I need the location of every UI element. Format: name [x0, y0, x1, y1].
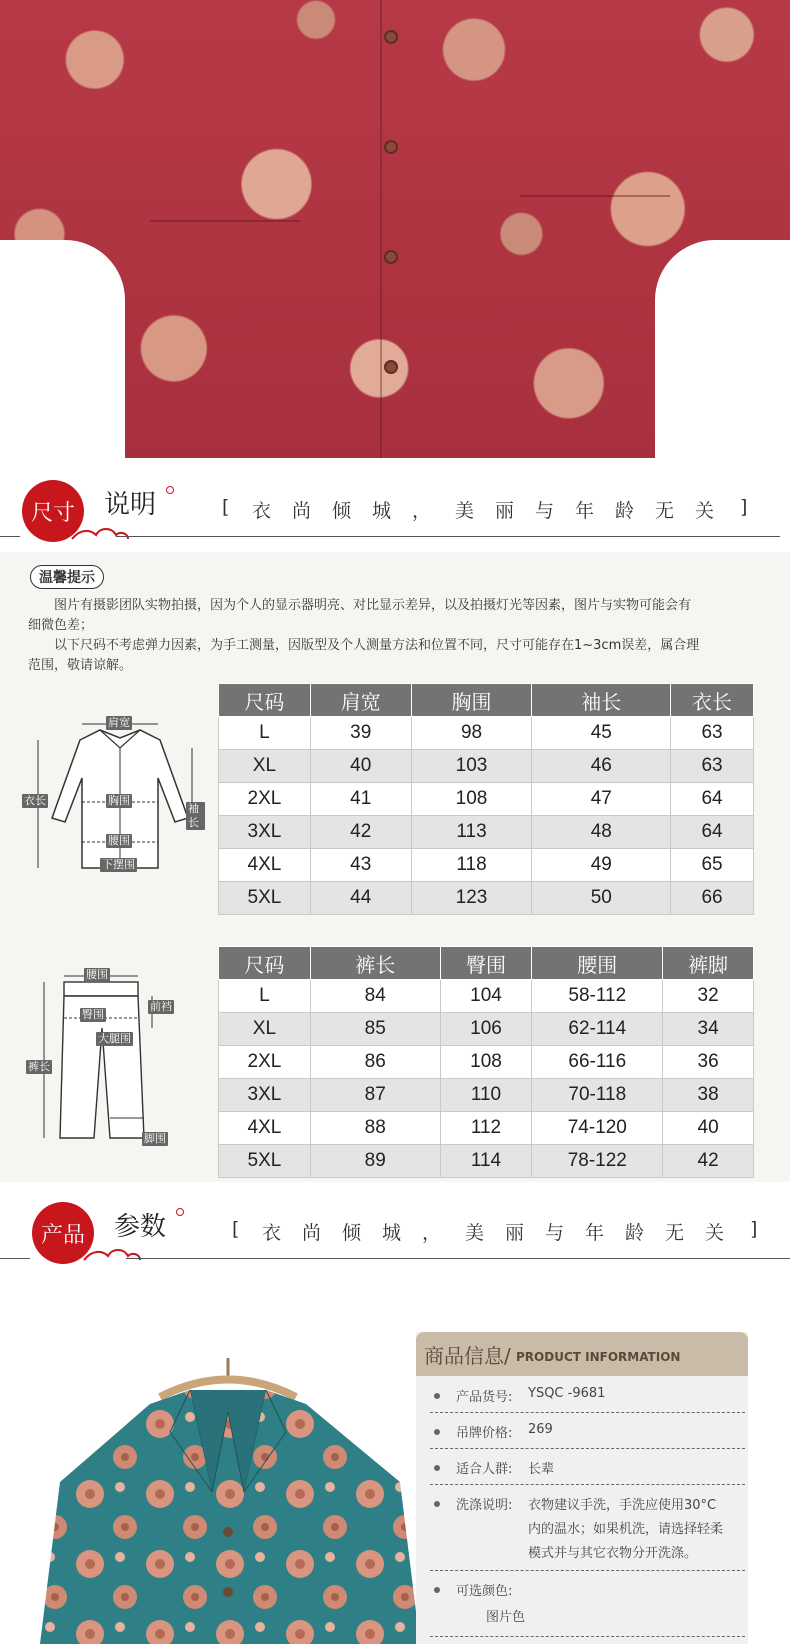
table-cell: 38 — [663, 1079, 754, 1112]
slogan-char: 与 — [535, 500, 555, 522]
table-row — [219, 1145, 754, 1178]
table-row — [219, 1112, 754, 1145]
slogan-char: ， — [422, 1222, 442, 1244]
label-shoulder: 肩宽 — [108, 716, 130, 729]
jacket-measure-diagram — [20, 708, 205, 878]
dashed-divider — [430, 1636, 745, 1637]
table-row — [219, 882, 754, 915]
table-cell: 84 — [310, 980, 440, 1013]
size-badge: 尺寸 — [22, 480, 84, 542]
jacket-button — [384, 360, 398, 374]
table-cell: 47 — [532, 783, 671, 816]
table-cell: 3XL — [219, 816, 311, 849]
divider-line — [0, 1258, 30, 1259]
table-cell: 108 — [411, 783, 532, 816]
table-cell: XL — [219, 750, 311, 783]
table-cell: 2XL — [219, 783, 311, 816]
bullet-icon — [434, 1587, 440, 1593]
slogan-char: 尚 — [302, 1222, 322, 1244]
table-cell: 64 — [671, 816, 754, 849]
table-cell: 118 — [411, 849, 532, 882]
photo-background-right — [655, 240, 790, 458]
jacket-placket — [380, 0, 382, 458]
table-cell: 63 — [671, 717, 754, 750]
table-cell: 36 — [663, 1046, 754, 1079]
table-cell: 34 — [663, 1013, 754, 1046]
notice-paragraph-1 — [28, 596, 758, 616]
teal-jacket-image — [0, 1262, 420, 1644]
table-cell: 50 — [532, 882, 671, 915]
degree-ornament-icon — [176, 1208, 184, 1216]
table-cell: 49 — [532, 849, 671, 882]
dashed-divider — [430, 1570, 745, 1571]
table-cell: 66 — [671, 882, 754, 915]
table-cell: 4XL — [219, 849, 311, 882]
info-row-audience — [416, 1458, 748, 1478]
label-length: 衣长 — [24, 794, 46, 807]
table-header-cell: 胸围 — [411, 684, 532, 717]
slogan-char: 年 — [585, 1222, 605, 1244]
info-value: 长辈 — [528, 1462, 555, 1477]
table-header-cell: 裤脚 — [663, 947, 754, 980]
slogan-char: 丽 — [505, 1222, 525, 1244]
label-waist: 腰围 — [108, 834, 130, 847]
table-cell: 39 — [310, 717, 411, 750]
table-header-cell: 腰围 — [532, 947, 663, 980]
table-cell: 74-120 — [532, 1112, 663, 1145]
slogan-char: 年 — [575, 500, 595, 522]
bullet-icon — [434, 1465, 440, 1471]
info-value-line: 衣物建议手洗，手洗应使用30°C — [528, 1498, 717, 1513]
slogan-char: 倾 — [342, 1222, 362, 1244]
table-row — [219, 1013, 754, 1046]
slogan-char: 城 — [382, 1222, 402, 1244]
info-value: YSQC -9681 — [528, 1386, 606, 1401]
label-cuff: 脚围 — [144, 1132, 166, 1145]
info-row-sku — [416, 1386, 748, 1406]
table-cell: L — [219, 980, 311, 1013]
slogan-char: 衣 — [252, 500, 272, 522]
product-photo-teal — [0, 1262, 420, 1644]
table-cell: 103 — [411, 750, 532, 783]
table-header-cell: 衣长 — [671, 684, 754, 717]
divider-line — [116, 536, 780, 537]
table-row — [219, 816, 754, 849]
table-cell: 44 — [310, 882, 411, 915]
info-label: 产品货号: — [456, 1390, 513, 1405]
table-header-row — [219, 684, 754, 717]
slogan-char: 龄 — [615, 500, 635, 522]
cloud-ornament-icon — [70, 525, 130, 543]
table-cell: 86 — [310, 1046, 440, 1079]
table-cell: L — [219, 717, 311, 750]
label-hem: 下摆围 — [102, 858, 135, 871]
info-label: 吊牌价格: — [456, 1426, 513, 1441]
product-info-title: 商品信息/ — [424, 1344, 511, 1368]
info-value: 269 — [528, 1422, 553, 1437]
divider-line — [126, 1258, 790, 1259]
info-value-line: 模式并与其它衣物分开洗涤。 — [528, 1546, 698, 1561]
notice-line: 图片有摄影团队实物拍摄，因为个人的显示器明亮、对比显示差异，以及拍摄灯光等因素，图片与实物可能会有 — [54, 598, 692, 613]
param-section-header — [0, 1192, 790, 1272]
table-cell: 43 — [310, 849, 411, 882]
info-row-wash — [416, 1494, 748, 1564]
table-cell: 62-114 — [532, 1013, 663, 1046]
pants-size-table — [218, 946, 754, 1178]
slogan-char: [ — [222, 496, 230, 518]
info-value-line: 内的温水；如果机洗，请选择轻柔 — [528, 1522, 724, 1537]
photo-background-left — [0, 240, 125, 458]
label-length: 裤长 — [28, 1060, 50, 1073]
table-cell: 45 — [532, 717, 671, 750]
bullet-icon — [434, 1393, 440, 1399]
dashed-divider — [430, 1484, 745, 1485]
table-cell: 5XL — [219, 1145, 311, 1178]
label-hip: 臀围 — [82, 1008, 104, 1021]
slogan-char: 尚 — [292, 500, 312, 522]
jacket-button — [384, 30, 398, 44]
table-header-cell: 尺码 — [219, 684, 311, 717]
jacket-pocket — [520, 195, 670, 197]
table-cell: 64 — [671, 783, 754, 816]
table-cell: 88 — [310, 1112, 440, 1145]
table-cell: 104 — [440, 980, 532, 1013]
slogan-char: ] — [750, 1218, 758, 1240]
table-cell: 89 — [310, 1145, 440, 1178]
jacket-button — [384, 140, 398, 154]
slogan-char: 美 — [455, 500, 475, 522]
dashed-divider — [430, 1448, 745, 1449]
table-row — [219, 717, 754, 750]
size-section-header — [0, 470, 790, 550]
tip-badge: 温馨提示 — [30, 565, 104, 589]
jacket-pocket — [150, 220, 300, 222]
table-cell: 85 — [310, 1013, 440, 1046]
slogan-char: 关 — [695, 500, 715, 522]
notice-line: 以下尺码不考虑弹力因素，为手工测量，因版型及个人测量方法和位置不同，尺寸可能存在1~3cm误差，属合理 — [54, 638, 700, 653]
slogan-char: 无 — [655, 500, 675, 522]
slogan-char: 倾 — [332, 500, 352, 522]
table-cell: 41 — [310, 783, 411, 816]
label-thigh: 大腿围 — [98, 1032, 131, 1045]
label-rise: 前裆 — [150, 1000, 172, 1013]
notice-paragraph-2-cont — [28, 656, 758, 676]
size-section-title: 说明 — [104, 490, 157, 520]
pants-outline-icon — [24, 968, 204, 1148]
bullet-icon — [434, 1429, 440, 1435]
divider-line — [0, 536, 20, 537]
table-header-cell: 尺码 — [219, 947, 311, 980]
table-cell: 87 — [310, 1079, 440, 1112]
slogan-char: ] — [740, 496, 748, 518]
slogan-char: [ — [232, 1218, 240, 1240]
jacket-outline-icon — [20, 708, 205, 878]
degree-ornament-icon — [166, 486, 174, 494]
table-cell: 4XL — [219, 1112, 311, 1145]
table-cell: 65 — [671, 849, 754, 882]
table-header-row — [219, 947, 754, 980]
notice-paragraph-1-cont — [28, 616, 758, 636]
info-label: 适合人群: — [456, 1462, 513, 1477]
slogan-char: 无 — [665, 1222, 685, 1244]
dashed-divider — [430, 1412, 745, 1413]
table-header-cell: 裤长 — [310, 947, 440, 980]
slogan-char: 衣 — [262, 1222, 282, 1244]
table-cell: 3XL — [219, 1079, 311, 1112]
bullet-icon — [434, 1501, 440, 1507]
table-cell: 42 — [663, 1145, 754, 1178]
param-badge: 产品 — [32, 1202, 94, 1264]
table-cell: 108 — [440, 1046, 532, 1079]
info-row-color — [416, 1580, 748, 1630]
table-row — [219, 849, 754, 882]
product-info-header — [416, 1332, 748, 1376]
table-cell: XL — [219, 1013, 311, 1046]
table-cell: 123 — [411, 882, 532, 915]
jacket-button — [384, 250, 398, 264]
jacket-size-table — [218, 683, 754, 915]
table-cell: 40 — [663, 1112, 754, 1145]
notice-paragraph-2 — [28, 636, 758, 656]
notice-line: 细微色差； — [28, 618, 94, 633]
table-cell: 70-118 — [532, 1079, 663, 1112]
table-row — [219, 1079, 754, 1112]
table-row — [219, 750, 754, 783]
table-header-cell: 袖长 — [532, 684, 671, 717]
table-cell: 114 — [440, 1145, 532, 1178]
slogan-char: 美 — [465, 1222, 485, 1244]
table-cell: 58-112 — [532, 980, 663, 1013]
info-label: 可选颜色: — [456, 1584, 513, 1599]
info-value: 图片色 — [486, 1610, 526, 1625]
label-waist: 腰围 — [86, 968, 108, 981]
slogan-char: 关 — [705, 1222, 725, 1244]
label-sleeve: 袖长 — [186, 802, 205, 830]
table-row — [219, 783, 754, 816]
table-row — [219, 980, 754, 1013]
table-cell: 42 — [310, 816, 411, 849]
slogan-char: 龄 — [625, 1222, 645, 1244]
label-chest: 胸围 — [108, 794, 130, 807]
slogan-char: ， — [412, 500, 432, 522]
notice-line: 范围，敬请谅解。 — [28, 658, 133, 673]
table-cell: 40 — [310, 750, 411, 783]
table-cell: 66-116 — [532, 1046, 663, 1079]
table-cell: 2XL — [219, 1046, 311, 1079]
table-cell: 106 — [440, 1013, 532, 1046]
table-cell: 112 — [440, 1112, 532, 1145]
table-row — [219, 1046, 754, 1079]
table-cell: 5XL — [219, 882, 311, 915]
table-cell: 63 — [671, 750, 754, 783]
table-cell: 78-122 — [532, 1145, 663, 1178]
table-cell: 32 — [663, 980, 754, 1013]
slogan-char: 城 — [372, 500, 392, 522]
table-cell: 110 — [440, 1079, 532, 1112]
product-info-title-en: PRODUCT INFORMATION — [516, 1350, 681, 1364]
slogan-char: 丽 — [495, 500, 515, 522]
info-row-price — [416, 1422, 748, 1442]
table-cell: 98 — [411, 717, 532, 750]
table-header-cell: 臀围 — [440, 947, 532, 980]
slogan-char: 与 — [545, 1222, 565, 1244]
product-photo-top — [0, 0, 790, 458]
pants-measure-diagram — [24, 968, 204, 1148]
info-label: 洗涤说明: — [456, 1498, 513, 1513]
table-cell: 46 — [532, 750, 671, 783]
table-header-cell: 肩宽 — [310, 684, 411, 717]
table-cell: 48 — [532, 816, 671, 849]
table-cell: 113 — [411, 816, 532, 849]
param-section-title: 参数 — [114, 1212, 167, 1242]
